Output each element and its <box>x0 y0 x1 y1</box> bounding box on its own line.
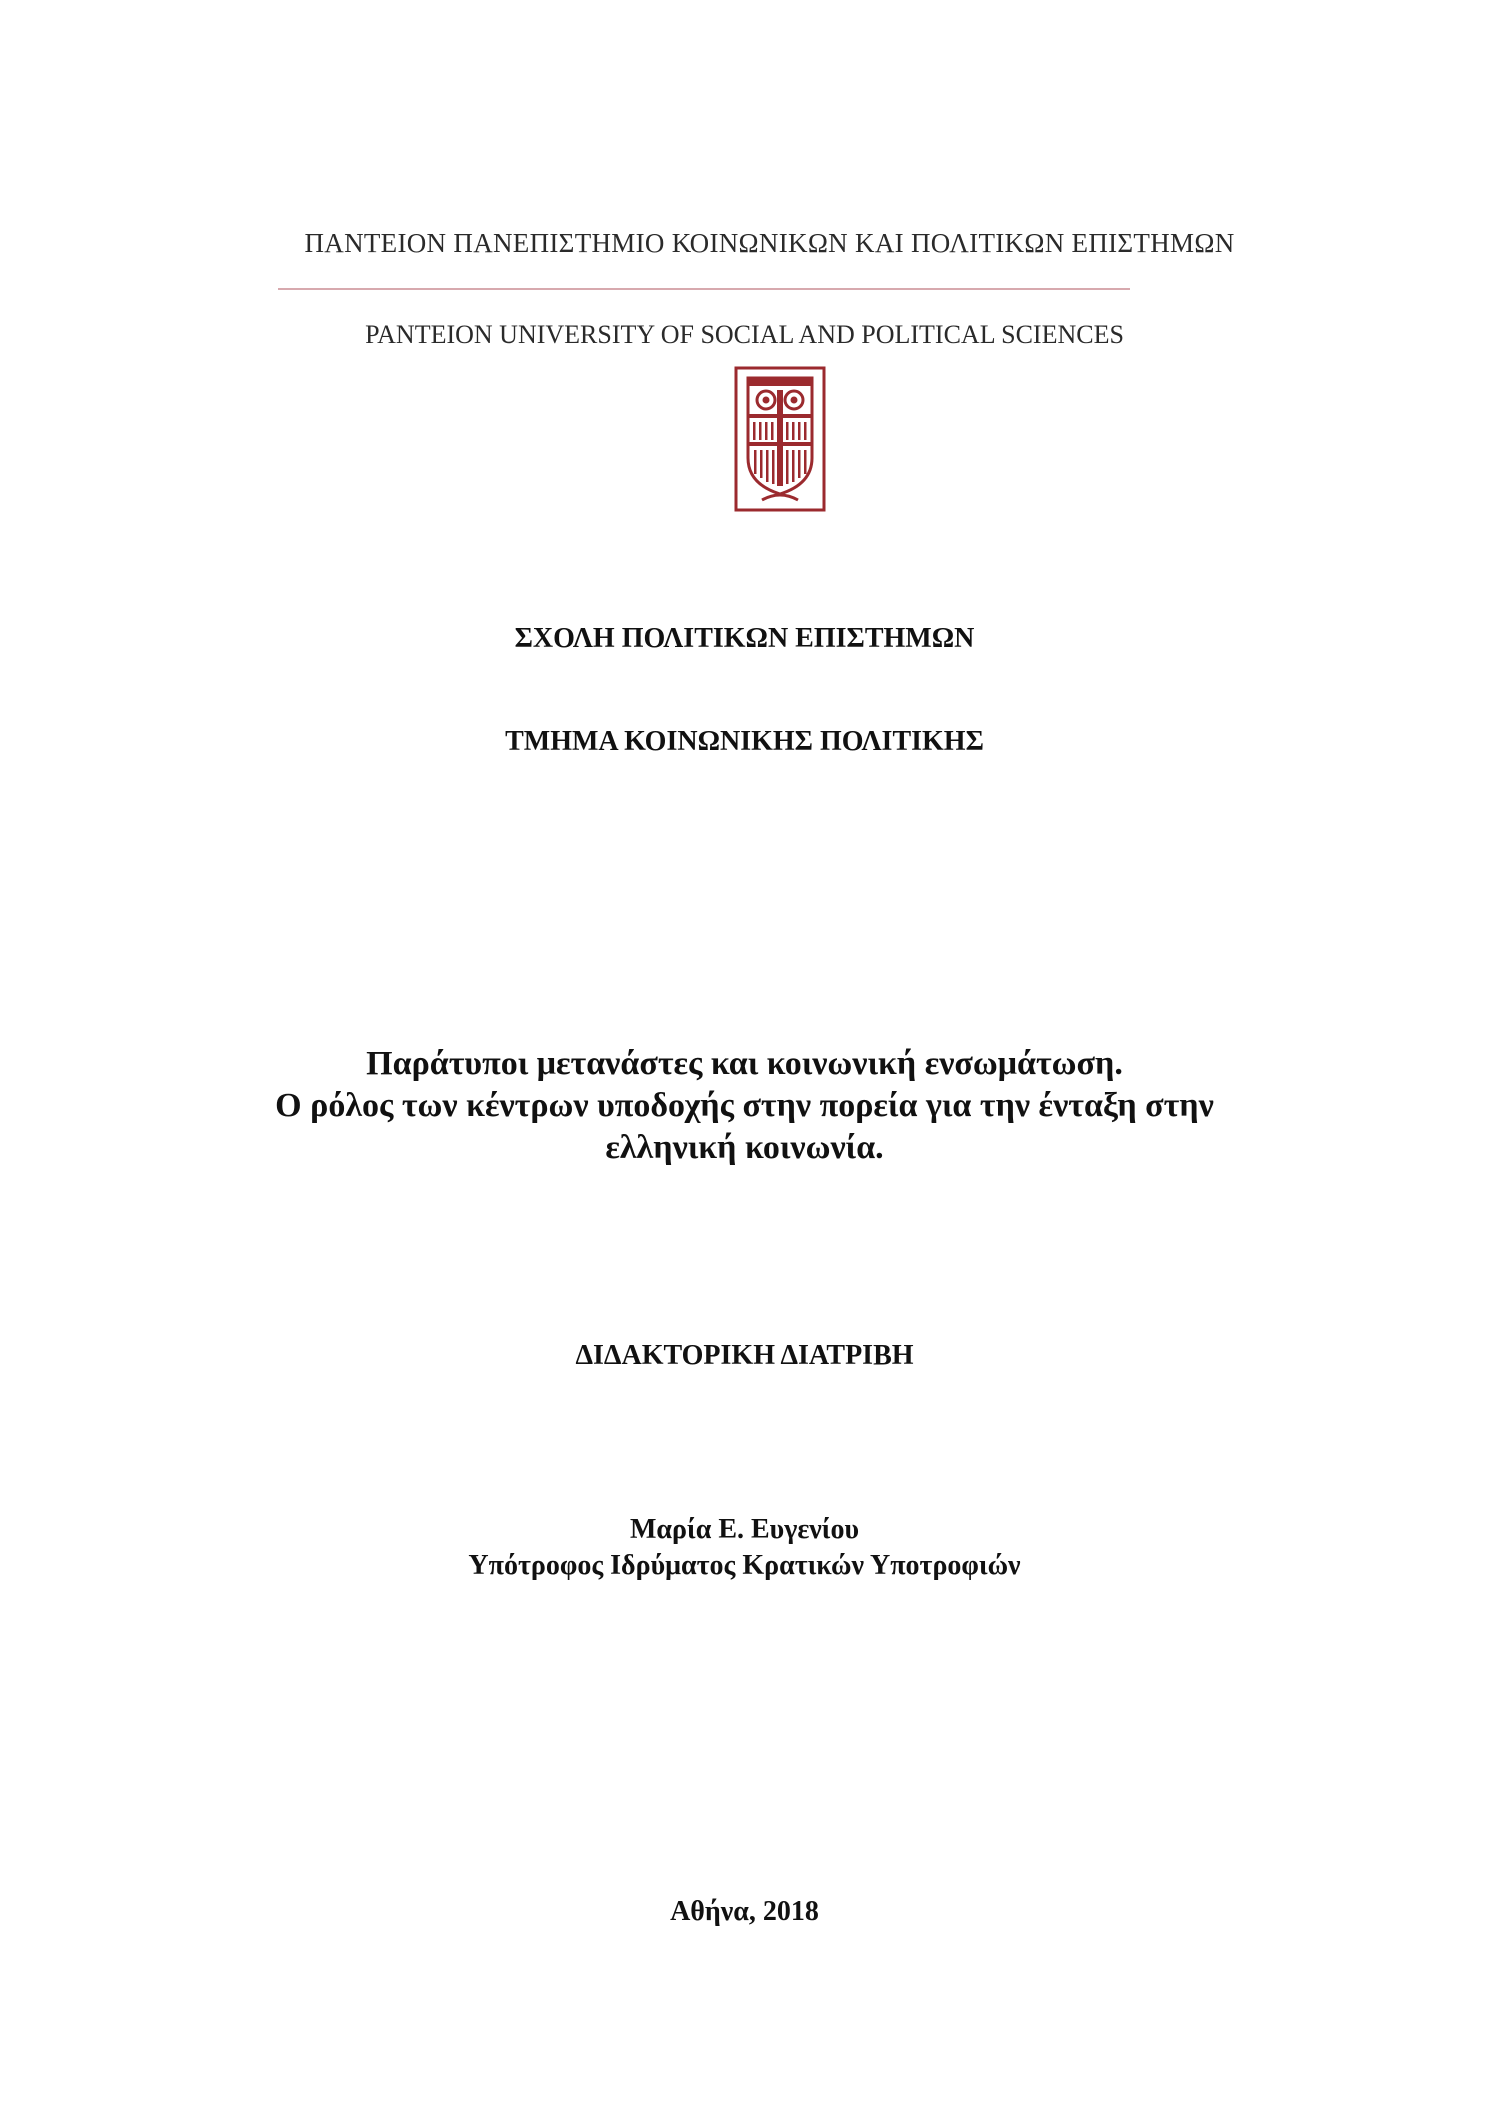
header-divider <box>278 288 1130 290</box>
thesis-type: ΔΙΔΑΚΤΟΡΙΚΗ ΔΙΑΤΡΙΒΗ <box>575 1340 914 1371</box>
thesis-title-line-2: Ο ρόλος των κέντρων υποδοχής στην πορεία για την ένταξη στην <box>275 1087 1214 1124</box>
thesis-title-line-3: ελληνική κοινωνία. <box>605 1129 884 1166</box>
university-crest-icon <box>734 366 826 512</box>
author-affiliation: Υπότροφος Ιδρύματος Κρατικών Υποτροφιών <box>468 1550 1021 1581</box>
university-name-english: PANTEION UNIVERSITY OF SOCIAL AND POLITICAL SCIENCES <box>365 320 1124 349</box>
place-and-date: Αθήνα, 2018 <box>670 1896 819 1927</box>
thesis-title-line-1: Παράτυποι μετανάστες και κοινωνική ενσωμάτωση. <box>366 1045 1123 1082</box>
school-name: ΣΧΟΛΗ ΠΟΛΙΤΙΚΩΝ ΕΠΙΣΤΗΜΩΝ <box>514 623 975 654</box>
thesis-title <box>150 1043 1339 1169</box>
author-name: Μαρία Ε. Ευγενίου <box>629 1514 860 1545</box>
university-name-greek: ΠΑΝΤΕΙΟΝ ΠΑΝΕΠΙΣΤΗΜΙΟ ΚΟΙΝΩΝΙΚΩΝ ΚΑΙ ΠΟΛΙΤΙΚΩΝ ΕΠΙΣΤΗΜΩΝ <box>304 228 1235 258</box>
author-block <box>0 1512 1489 1584</box>
department-name: ΤΜΗΜΑ ΚΟΙΝΩΝΙΚΗΣ ΠΟΛΙΤΙΚΗΣ <box>505 726 984 757</box>
